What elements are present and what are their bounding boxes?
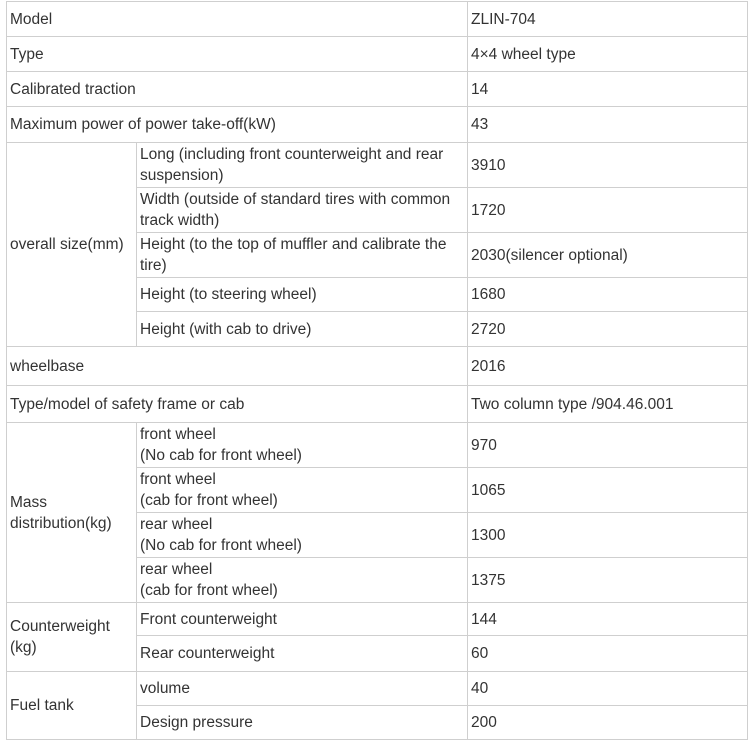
spec-group-counterweight: Counterweight (kg)	[7, 603, 137, 672]
spec-value: 1065	[468, 468, 748, 513]
spec-label-type: Type	[7, 37, 468, 72]
spec-value: 200	[468, 706, 748, 740]
spec-sublabel: Long (including front counterweight and rear suspension)	[137, 143, 468, 188]
table-row	[7, 423, 748, 468]
table-row	[7, 107, 748, 143]
spec-sublabel: front wheel (No cab for front wheel)	[137, 423, 468, 468]
spec-label-model: Model	[7, 2, 468, 37]
spec-label-safety-frame: Type/model of safety frame or cab	[7, 386, 468, 423]
spec-value: 970	[468, 423, 748, 468]
spec-sublabel: rear wheel (No cab for front wheel)	[137, 513, 468, 558]
spec-value: 1300	[468, 513, 748, 558]
spec-sublabel: Height (to the top of muffler and calibrate the tire)	[137, 233, 468, 278]
spec-value: 60	[468, 636, 748, 672]
spec-value: 2720	[468, 312, 748, 347]
spec-sublabel: Height (with cab to drive)	[137, 312, 468, 347]
table-row	[7, 2, 748, 37]
spec-label-pto: Maximum power of power take-off(kW)	[7, 107, 468, 143]
spec-value: 40	[468, 672, 748, 706]
spec-sublabel: front wheel (cab for front wheel)	[137, 468, 468, 513]
table-row	[7, 37, 748, 72]
table-row	[7, 386, 748, 423]
spec-value: 1375	[468, 558, 748, 603]
spec-sublabel: Width (outside of standard tires with common track width)	[137, 188, 468, 233]
spec-sublabel: Front counterweight	[137, 603, 468, 636]
spec-table	[6, 1, 748, 740]
table-row	[7, 603, 748, 636]
spec-value-wheelbase: 2016	[468, 347, 748, 386]
table-row	[7, 143, 748, 188]
spec-sublabel: Rear counterweight	[137, 636, 468, 672]
spec-label-wheelbase: wheelbase	[7, 347, 468, 386]
spec-value: 1720	[468, 188, 748, 233]
spec-sublabel: volume	[137, 672, 468, 706]
spec-sublabel: Height (to steering wheel)	[137, 278, 468, 312]
spec-group-overall-size: overall size(mm)	[7, 143, 137, 347]
table-row	[7, 672, 748, 706]
spec-sublabel: rear wheel (cab for front wheel)	[137, 558, 468, 603]
spec-value-safety-frame: Two column type /904.46.001	[468, 386, 748, 423]
spec-group-fuel-tank: Fuel tank	[7, 672, 137, 740]
spec-value-pto: 43	[468, 107, 748, 143]
spec-value-type: 4×4 wheel type	[468, 37, 748, 72]
spec-value-model: ZLIN-704	[468, 2, 748, 37]
spec-sublabel: Design pressure	[137, 706, 468, 740]
spec-value: 2030(silencer optional)	[468, 233, 748, 278]
spec-label-traction: Calibrated traction	[7, 72, 468, 107]
spec-group-mass: Mass distribution(kg)	[7, 423, 137, 603]
table-row	[7, 72, 748, 107]
spec-value: 3910	[468, 143, 748, 188]
spec-value: 144	[468, 603, 748, 636]
spec-value-traction: 14	[468, 72, 748, 107]
spec-value: 1680	[468, 278, 748, 312]
table-row	[7, 347, 748, 386]
